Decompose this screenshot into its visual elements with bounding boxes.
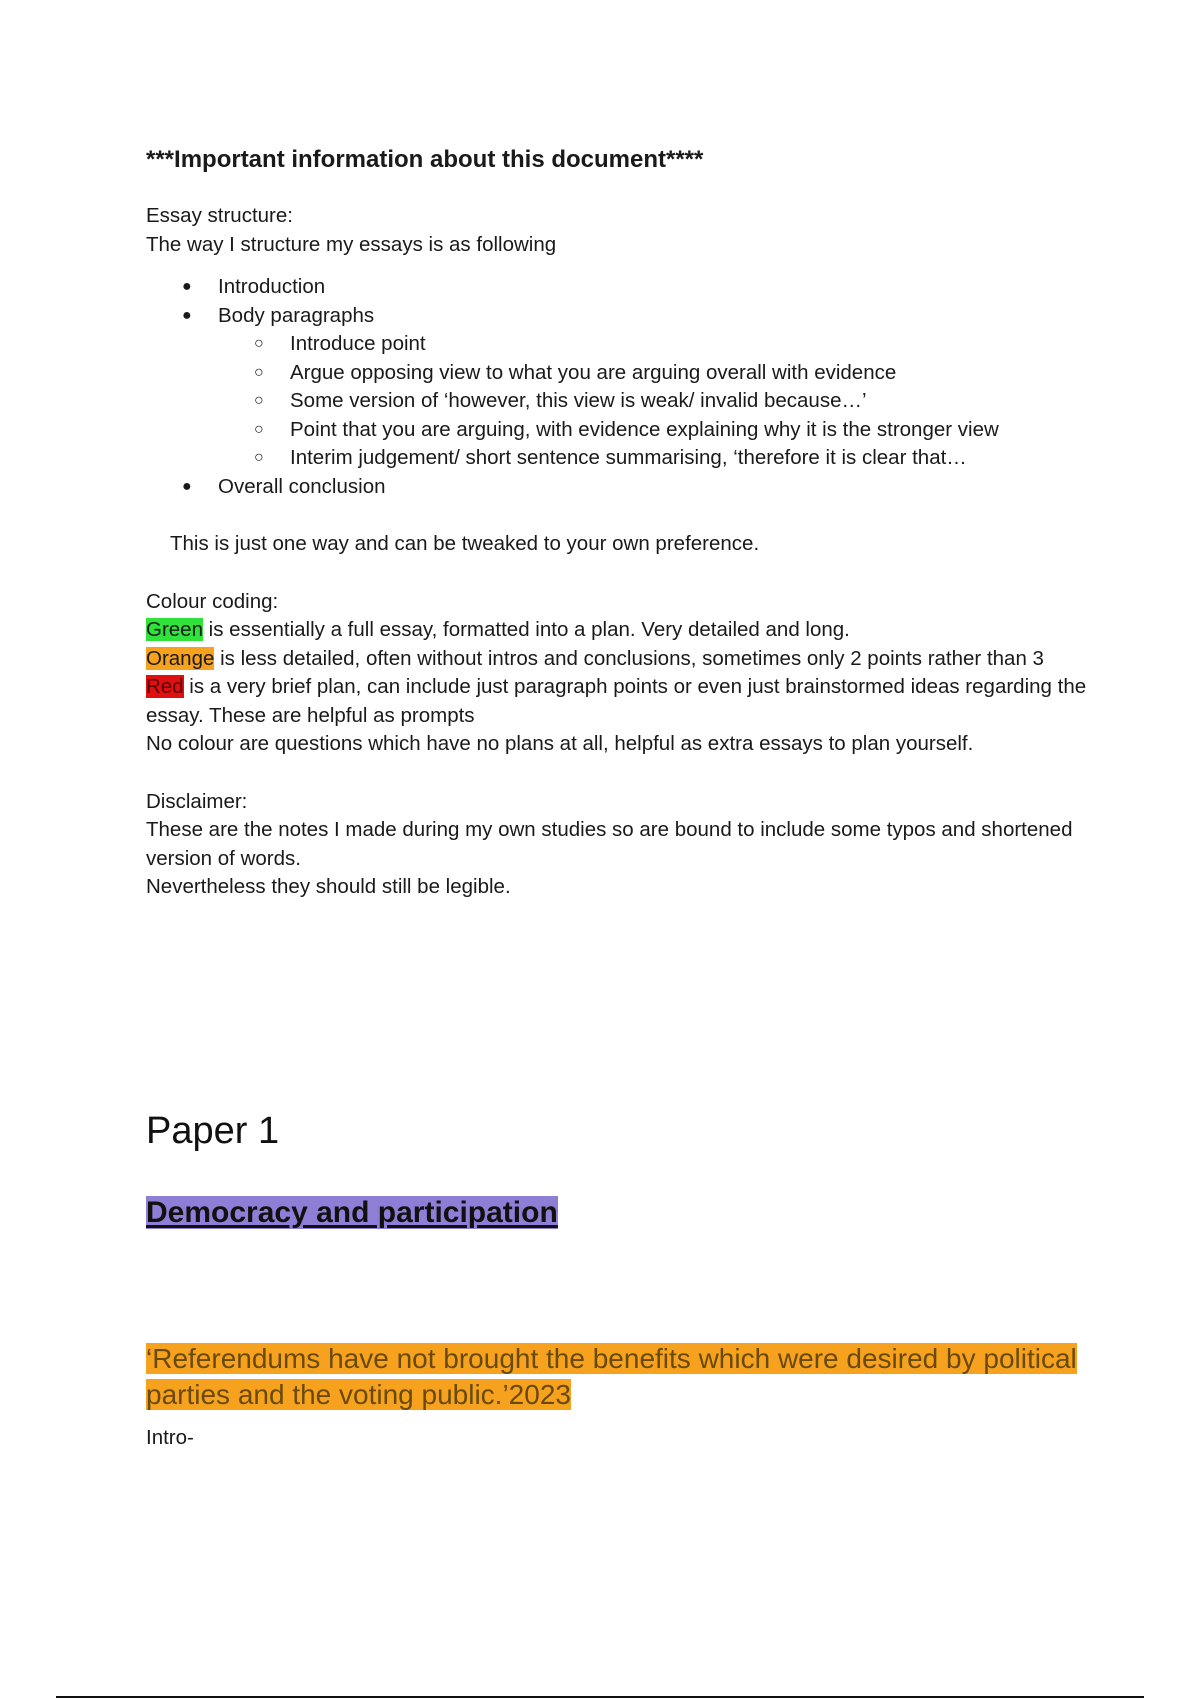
colour-green-line — [146, 616, 1106, 645]
sublist-item — [218, 330, 1106, 359]
sublist-item — [218, 444, 1106, 473]
disclaimer-line-1: These are the notes I made during my own studies so are bound to include some typos and shortened version of words. — [146, 818, 1073, 870]
list-item-text: Body paragraphs — [218, 303, 375, 327]
paper-title: Paper 1 — [146, 1110, 280, 1152]
red-description: is a very brief plan, can include just paragraph points or even just brainstormed ideas regarding the essay. These are helpful as prompts — [146, 675, 1087, 727]
body-paragraph-sublist — [218, 330, 1106, 473]
colour-coding-label: Colour coding: — [146, 589, 279, 613]
red-highlight: Red — [146, 675, 184, 698]
orange-highlight: Orange — [146, 646, 215, 670]
sublist-item-text: Argue opposing view to what you are arguing overall with evidence — [290, 360, 897, 384]
page-bottom-rule — [56, 1696, 1144, 1698]
disclaimer-label: Disclaimer: — [146, 789, 248, 813]
circle-bullet-icon: ○ — [254, 420, 264, 438]
bullet-icon: ● — [182, 477, 192, 495]
document-body — [146, 140, 1106, 902]
sublist-item-text: Interim judgement/ short sentence summarising, ‘therefore it is clear that… — [290, 446, 967, 469]
section-title-highlight: Democracy and participation — [146, 1196, 558, 1229]
disclaimer-line-2: Nevertheless they should still be legible. — [146, 875, 511, 898]
list-item — [146, 302, 1106, 473]
bullet-icon: ● — [182, 306, 192, 324]
sublist-item-text: Introduce point — [290, 332, 426, 355]
colour-none-line: No colour are questions which have no plans at all, helpful as extra essays to plan yourself. — [146, 732, 974, 755]
circle-bullet-icon: ○ — [254, 363, 264, 381]
circle-bullet-icon: ○ — [254, 335, 264, 352]
intro-label: Intro- — [146, 1426, 194, 1449]
green-highlight: Green — [146, 618, 203, 641]
sublist-item — [218, 387, 1106, 416]
sublist-item-text: Point that you are arguing, with evidence explaining why it is the stronger view — [290, 417, 999, 441]
structure-note: This is just one way and can be tweaked to your own preference. — [170, 532, 760, 555]
essay-structure-intro: The way I structure my essays is as following — [146, 232, 557, 256]
list-item — [146, 473, 1106, 502]
list-item-text: Introduction — [218, 275, 326, 298]
orange-description: is less detailed, often without intros and conclusions, sometimes only 2 points rather than 3 — [214, 646, 1044, 670]
colour-red-line — [146, 673, 1106, 730]
bullet-icon: ● — [182, 278, 192, 295]
colour-orange-line — [146, 645, 1106, 674]
essay-question — [146, 1341, 1106, 1413]
list-item — [146, 273, 1106, 302]
list-item-text: Overall conclusion — [218, 474, 386, 498]
section-title — [146, 1193, 558, 1233]
essay-question-highlight: ‘Referendums have not brought the benefits which were desired by political parties and the voting public.’2023 — [146, 1343, 1077, 1410]
important-info-heading: ***Important information about this document**** — [146, 146, 704, 173]
sublist-item — [218, 359, 1106, 388]
circle-bullet-icon: ○ — [254, 449, 264, 466]
sublist-item — [218, 416, 1106, 445]
sublist-item-text: Some version of ‘however, this view is weak/ invalid because…’ — [290, 389, 867, 412]
essay-structure-label: Essay structure: — [146, 204, 293, 227]
essay-structure-list — [146, 273, 1106, 501]
green-description: is essentially a full essay, formatted into a plan. Very detailed and long. — [202, 618, 850, 641]
circle-bullet-icon: ○ — [254, 392, 264, 409]
